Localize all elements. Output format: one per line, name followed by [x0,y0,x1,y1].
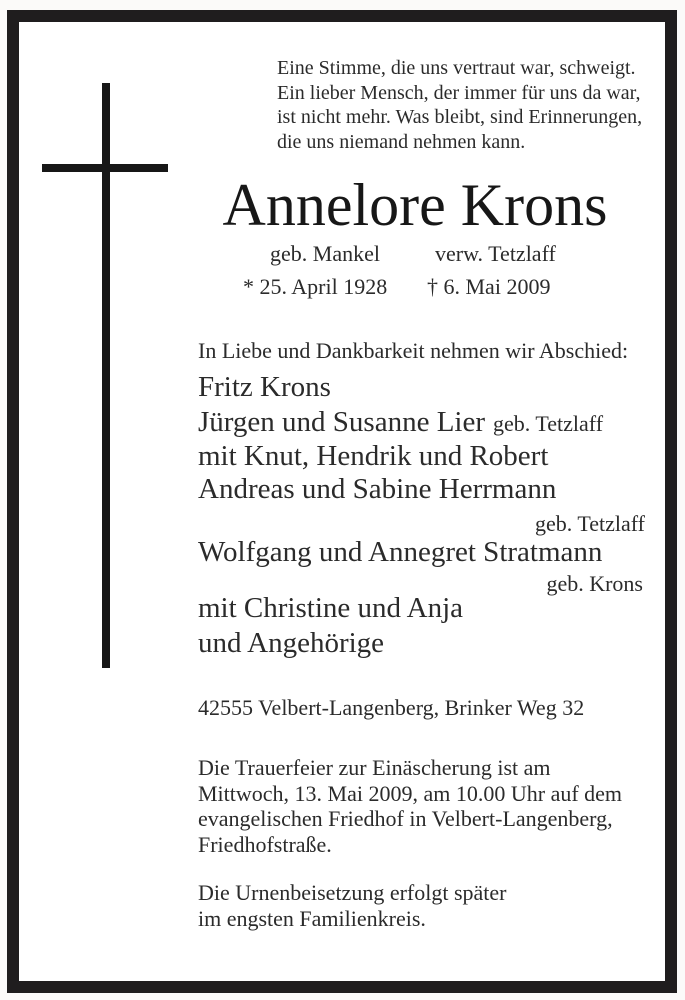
epigraph-line-1: Eine Stimme, die uns vertraut war, schweigt. [277,57,636,79]
urn-line-2: im engsten Familienkreis. [198,905,426,931]
funeral-line-3: evangelischen Friedhof in Velbert-Langenberg, [198,806,613,831]
funeral-line-4: Friedhofstraße. [198,831,332,857]
mourner-line-5-maiden: geb. Krons [546,571,643,596]
epigraph [277,56,642,154]
epigraph-line-4: die uns niemand nehmen kann. [277,130,526,153]
mourner-line-6: mit Christine und Anja [198,592,464,624]
mourner-line-7: und Angehörige [198,627,385,659]
mourner-line-2-maiden: geb. Tetzlaff [493,411,604,436]
cross-horizontal-bar [42,164,168,172]
mourner-line-1: Fritz Krons [198,371,331,403]
widowed-name: verw. Tetzlaff [435,241,556,266]
epigraph-line-3: ist nicht mehr. Was bleibt, sind Erinnerungen, [277,106,643,128]
epigraph-line-2: Ein lieber Mensch, der immer für uns da war, [277,81,641,104]
funeral-line-2: Mittwoch, 13. Mai 2009, am 10.00 Uhr auf dem [198,780,623,806]
mourner-line-2 [198,407,603,437]
mourner-line-2-names: Jürgen und Susanne Lier [198,406,485,438]
urn-info [198,880,507,931]
funeral-line-1: Die Trauerfeier zur Einäscherung ist am [198,755,551,780]
deceased-name: Annelore Krons [222,172,608,238]
mourner-line-4: Andreas und Sabine Herrmann [198,473,557,505]
maiden-name: geb. Mankel [270,241,380,266]
address-line: 42555 Velbert-Langenberg, Brinker Weg 32 [198,695,585,720]
mourner-line-5: Wolfgang und Annegret Stratmann [198,536,603,568]
death-date: † 6. Mai 2009 [427,274,551,299]
mourner-line-4-maiden: geb. Tetzlaff [534,511,645,536]
urn-line-1: Die Urnenbeisetzung erfolgt später [198,880,507,905]
farewell-line: In Liebe und Dankbarkeit nehmen wir Abschied: [198,338,629,363]
birth-date: * 25. April 1928 [243,274,388,299]
mourner-line-3: mit Knut, Hendrik und Robert [198,440,549,472]
funeral-info [198,755,622,857]
